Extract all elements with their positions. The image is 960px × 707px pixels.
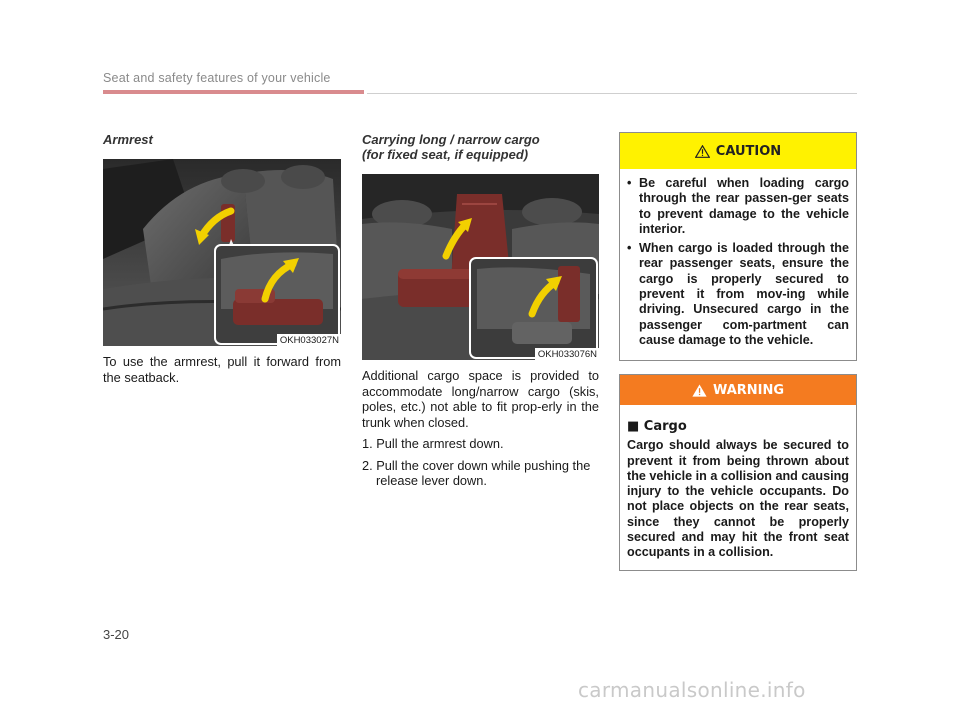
caution-bullet-text: When cargo is loaded through the rear passenger seats, ensure the cargo is properly secured to prevent it from mov-ing while driving. Unsecured cargo in the passenger com-partment can cause damage to the vehicle. xyxy=(639,241,849,347)
list-item: 2. Pull the cover down while pushing the release lever down. xyxy=(362,457,591,488)
caution-bullet: • Be careful when loading cargo through the rear passen-ger seats to prevent damage to the vehicle interior. xyxy=(627,176,849,236)
pass-through-illustration xyxy=(362,174,599,360)
warning-label: WARNING xyxy=(712,382,785,398)
watermark: carmanualsonline.info xyxy=(578,678,806,702)
warning-header xyxy=(620,375,856,405)
section-header-title: Seat and safety features of your vehicle xyxy=(103,71,331,85)
caution-label: CAUTION xyxy=(715,143,782,159)
header-rule xyxy=(367,93,857,94)
armrest-figure xyxy=(103,159,341,346)
warning-triangle-icon xyxy=(692,384,707,397)
long-cargo-section xyxy=(362,132,599,489)
safety-notices xyxy=(619,132,857,571)
caution-bullet-text: Be careful when loading cargo through the rear passen-ger seats to prevent damage to the vehicle interior. xyxy=(639,176,849,236)
armrest-description: To use the armrest, pull it forward from the seatback. xyxy=(103,354,341,385)
warning-box xyxy=(619,374,857,570)
warning-text: Cargo should always be secured to prevent it from being thrown about the vehicle in a collision and causing injury to the vehicle occupants. Do not place objects on the rear seats, since they cannot be properly secured and may hit the front seat occupants in a collision. xyxy=(627,438,849,560)
armrest-section xyxy=(103,132,341,385)
header-accent-bar xyxy=(103,90,364,94)
warning-subheading: ■ Cargo xyxy=(627,419,687,435)
cargo-description: Additional cargo space is provided to accommodate long/narrow cargo (skis, poles, etc.) not able to fit prop-erly in the trunk when closed. xyxy=(362,368,599,430)
cargo-title-line1: Carrying long / narrow cargo xyxy=(362,132,540,147)
armrest-title: Armrest xyxy=(103,132,153,147)
figure-code-label: OKH033076N xyxy=(535,348,599,360)
page-number: 3-20 xyxy=(103,627,130,642)
warning-triangle-icon xyxy=(695,145,710,158)
list-item: 1. Pull the armrest down. xyxy=(362,436,504,451)
caution-header xyxy=(620,133,856,169)
cargo-figure xyxy=(362,174,599,360)
caution-bullet: • When cargo is loaded through the rear passenger seats, ensure the cargo is properly secured to prevent it from mov-ing while driving. Unsecured cargo in the passenger com-partment can cause damage to the vehicle. xyxy=(627,241,849,347)
cargo-title-line2: (for fixed seat, if equipped) xyxy=(362,147,529,162)
figure-code-label: OKH033027N xyxy=(277,334,341,346)
rear-seat-illustration xyxy=(103,159,341,346)
caution-box xyxy=(619,132,857,361)
